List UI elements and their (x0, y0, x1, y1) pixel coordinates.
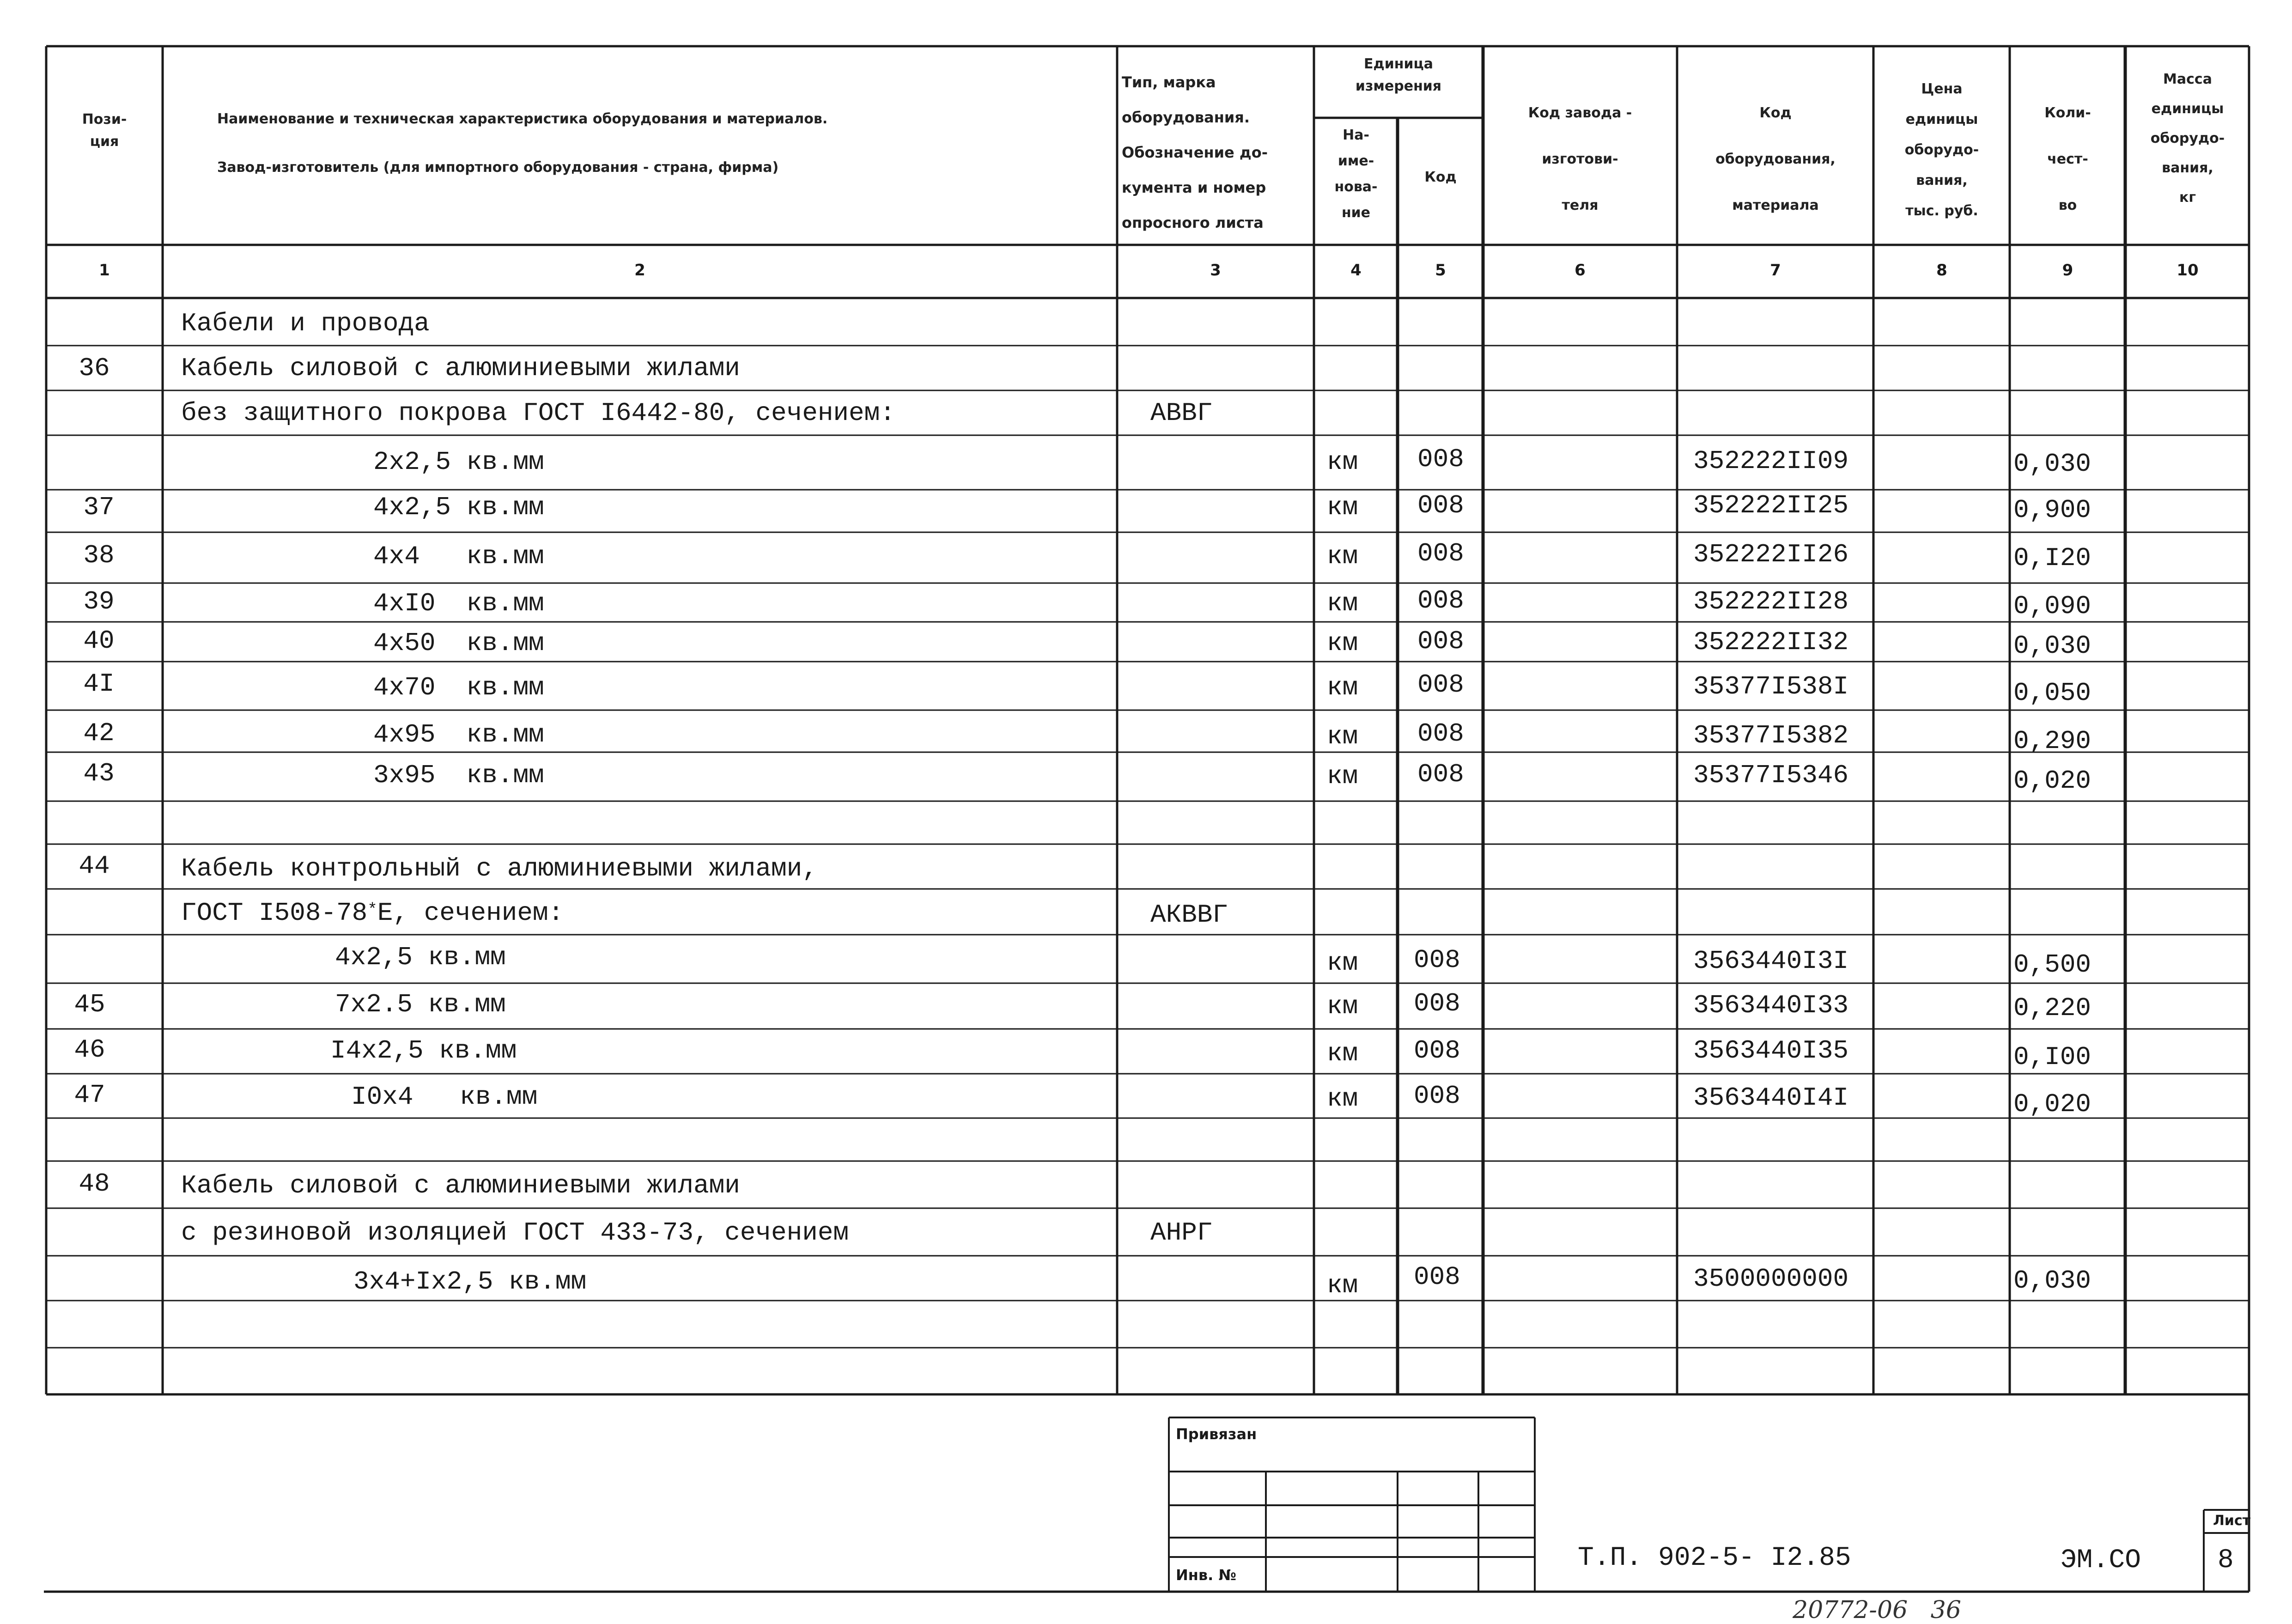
row-position: 46 (74, 1035, 105, 1064)
row-quantity: 0,090 (2013, 591, 2091, 621)
row-position: 4I (83, 669, 115, 699)
row-code: 008 (1417, 491, 1464, 520)
row-code: 008 (1417, 444, 1464, 474)
row-position: 39 (83, 587, 115, 616)
row-material-code: 352222II09 (1693, 446, 1849, 476)
column-number: 9 (2062, 261, 2073, 280)
row-type: АВВГ (1150, 398, 1213, 428)
row-unit: км (1327, 541, 1358, 571)
row-name: 2х2,5 кв.мм (373, 447, 544, 477)
row-name: 4х50 кв.мм (373, 628, 544, 658)
row-name: Кабель силовой с алюминиевыми жилами (181, 1171, 740, 1200)
row-unit: км (1327, 673, 1358, 702)
row-quantity: 0,020 (2013, 766, 2091, 796)
row-material-code: 352222II28 (1693, 587, 1849, 616)
row-name: 3х4+Iх2,5 кв.мм (353, 1267, 587, 1296)
sheet-number: 8 (2218, 1545, 2234, 1575)
row-unit: км (1327, 493, 1358, 522)
header-unit-group: Единица измерения (1355, 56, 1442, 94)
row-position: 42 (83, 718, 115, 748)
row-unit: км (1327, 761, 1358, 791)
row-code: 008 (1414, 1036, 1460, 1065)
row-name: I4х2,5 кв.мм (330, 1036, 517, 1065)
header-quantity: Коли- чест- во (2044, 105, 2091, 213)
header-position: Пози- ция (82, 111, 127, 150)
row-name: I0х4 кв.мм (351, 1082, 538, 1112)
column-number: 7 (1770, 261, 1781, 280)
row-position: 43 (83, 759, 115, 788)
row-name: Кабель силовой с алюминиевыми жилами (181, 353, 740, 383)
row-material-code: 3563440I4I (1693, 1083, 1849, 1113)
row-name: 4хI0 кв.мм (373, 589, 544, 618)
row-quantity: 0,220 (2013, 993, 2091, 1023)
row-quantity: 0,I20 (2013, 543, 2091, 573)
column-number: 1 (99, 261, 110, 280)
row-material-code: 3500000000 (1693, 1264, 1849, 1294)
row-name: 3х95 кв.мм (373, 760, 544, 790)
row-position: 40 (83, 626, 115, 656)
row-material-code: 3563440I33 (1693, 991, 1849, 1020)
row-unit: км (1327, 628, 1358, 658)
row-quantity: 0,020 (2013, 1089, 2091, 1119)
row-code: 008 (1417, 670, 1464, 699)
column-number: 3 (1210, 261, 1221, 280)
row-position: 45 (74, 990, 105, 1019)
column-number: 8 (1936, 261, 1947, 280)
row-code: 008 (1417, 626, 1464, 656)
row-quantity: 0,050 (2013, 678, 2091, 708)
column-number: 5 (1435, 261, 1446, 280)
row-name: Кабель контрольный с алюминиевыми жилами, (181, 854, 818, 883)
row-position: 38 (83, 541, 115, 570)
document-mark: ЭМ.СО (2061, 1545, 2141, 1575)
row-material-code: 35377I5382 (1693, 721, 1849, 750)
row-position: 36 (79, 353, 110, 383)
row-name: 4х70 кв.мм (373, 673, 544, 702)
header-name: Наименование и техническая характеристика оборудования и материалов. Завод-изготовитель (для импортного оборудования - страна, фирма) (217, 111, 828, 176)
row-type: АНРГ (1150, 1218, 1213, 1247)
row-name: без защитного покрова ГОСТ I6442-80, сечением: (181, 398, 895, 428)
row-unit: км (1327, 722, 1358, 751)
header-unit-code: Код (1424, 169, 1457, 185)
row-material-code: 35377I5346 (1693, 760, 1849, 790)
column-number: 4 (1350, 261, 1362, 280)
row-name: с резиновой изоляцией ГОСТ 433-73, сечением (181, 1218, 849, 1247)
column-number: 6 (1575, 261, 1586, 280)
row-material-code: 352222II25 (1693, 491, 1849, 520)
row-name: 4х95 кв.мм (373, 720, 544, 749)
row-quantity: 0,030 (2013, 1266, 2091, 1296)
row-position: 48 (79, 1169, 110, 1198)
row-material-code: 352222II26 (1693, 540, 1849, 569)
header-unit-name: На- име- нова- ние (1334, 127, 1378, 221)
row-unit: км (1327, 1271, 1358, 1300)
row-quantity: 0,290 (2013, 726, 2091, 756)
row-position: 44 (79, 851, 110, 881)
row-name: ГОСТ I508-78*Е, сечением: (181, 898, 564, 928)
row-code: 008 (1414, 989, 1460, 1018)
row-quantity: 0,500 (2013, 950, 2091, 979)
row-name: Кабели и провода (181, 309, 430, 338)
header-factory-code: Код завода - изготови- теля (1528, 105, 1632, 213)
header-price: Цена единицы оборудо- вания, тыс. руб. (1904, 81, 1979, 219)
row-quantity: 0,030 (2013, 631, 2091, 661)
inventory-label: Инв. № (1176, 1566, 1236, 1584)
row-unit: км (1327, 948, 1358, 978)
column-number: 2 (634, 261, 645, 280)
row-name: 4х2,5 кв.мм (335, 943, 506, 972)
row-unit: км (1327, 1084, 1358, 1113)
row-name: 4х4 кв.мм (373, 541, 544, 571)
row-unit: км (1327, 447, 1358, 477)
header-material-code: Код оборудования, материала (1715, 105, 1836, 213)
column-number: 10 (2176, 261, 2199, 280)
row-unit: км (1327, 1039, 1358, 1068)
row-position: 37 (83, 493, 115, 522)
bound-label: Привязан (1176, 1425, 1257, 1443)
row-material-code: 352222II32 (1693, 627, 1849, 657)
row-code: 008 (1417, 760, 1464, 789)
row-material-code: 3563440I3I (1693, 946, 1849, 976)
row-unit: км (1327, 991, 1358, 1021)
row-code: 008 (1417, 719, 1464, 748)
row-material-code: 3563440I35 (1693, 1036, 1849, 1065)
row-quantity: 0,030 (2013, 449, 2091, 479)
row-type: АКВВГ (1150, 900, 1228, 930)
document-code: Т.П. 902-5- I2.85 (1578, 1543, 1851, 1573)
row-unit: км (1327, 589, 1358, 618)
header-type: Тип, марка оборудования. Обозначение до- кумента и номер опросного листа (1122, 73, 1268, 231)
row-code: 008 (1417, 539, 1464, 568)
row-name: 4х2,5 кв.мм (373, 493, 544, 522)
row-code: 008 (1414, 1081, 1460, 1111)
row-code: 008 (1414, 1262, 1460, 1292)
row-quantity: 0,I00 (2013, 1042, 2091, 1072)
row-material-code: 35377I538I (1693, 672, 1849, 701)
row-code: 008 (1414, 945, 1460, 975)
sheet-label: Лист (2213, 1513, 2251, 1529)
header-mass: Масса единицы оборудо- вания, кг (2150, 71, 2225, 206)
row-position: 47 (74, 1080, 105, 1110)
row-name: 7х2.5 кв.мм (335, 990, 506, 1019)
handwritten-note: 20772-06 36 (1793, 1596, 1961, 1624)
row-code: 008 (1417, 586, 1464, 615)
row-quantity: 0,900 (2013, 495, 2091, 525)
